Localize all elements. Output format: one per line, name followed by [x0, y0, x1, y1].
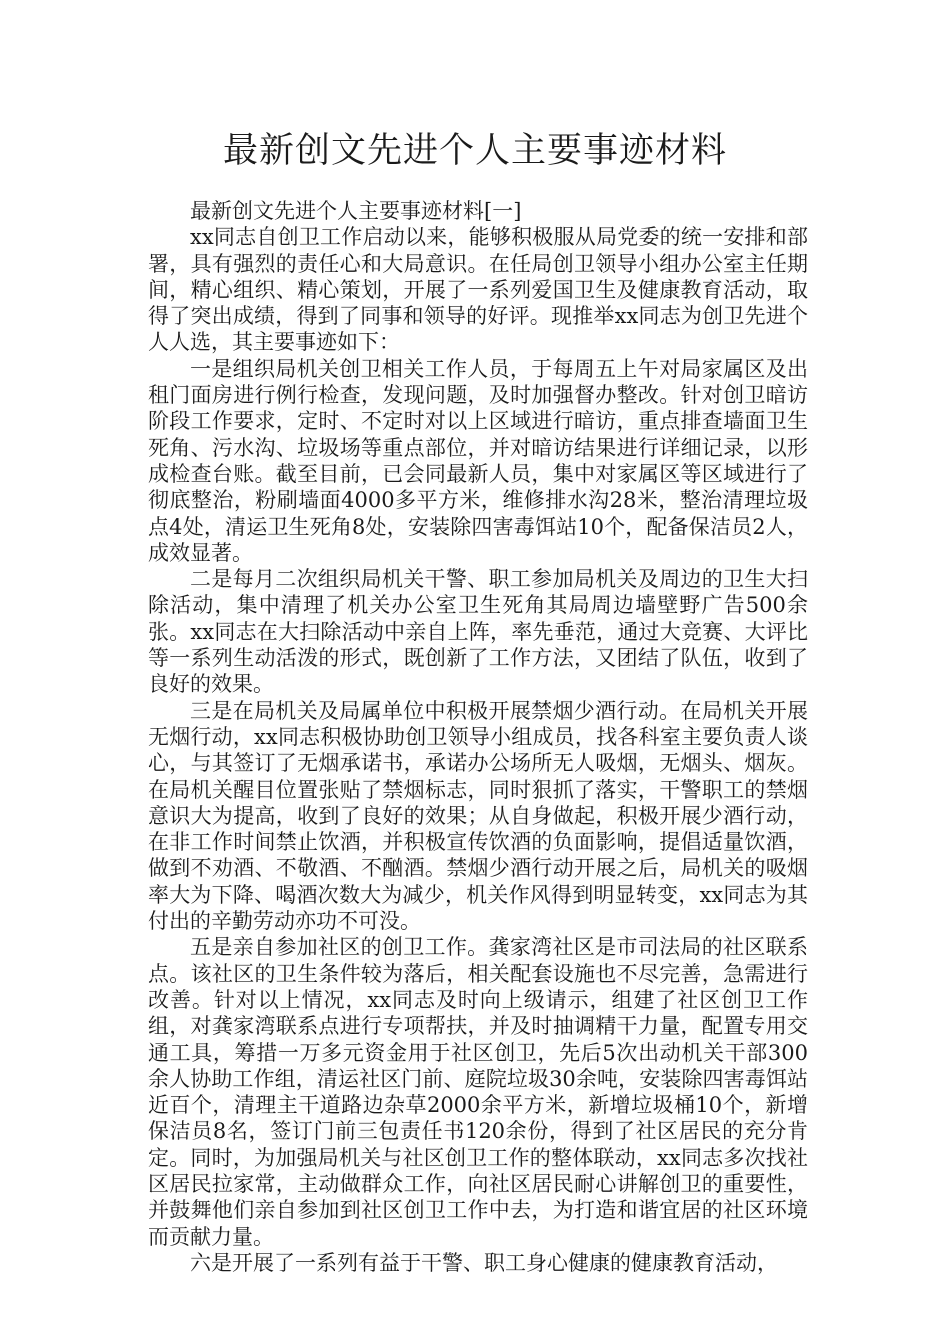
paragraph-item-5: 五是亲自参加社区的创卫工作。龚家湾社区是市司法局的社区联系点。该社区的卫生条件较为落后，相关配套设施也不尽完善，急需进行改善。针对以上情况，xx同志及时向上级请示，组建了社区创卫工作组，对龚家湾联系点进行专项帮扶，并及时抽调精干力量，配置专用交通工具，筹措一万多元资金用于社区创卫，先后5次出动机关干部300余人协助工作组，清运社区门前、庭院垃圾30余吨，安装除四害毒饵站近百个，清理主干道路边杂草2000余平方米，新增垃圾桶10个，新增保洁员8名，签订门前三包责任书120余份，得到了社区居民的充分肯定。同时，为加强局机关与社区创卫工作的整体联动，xx同志多次找社区居民拉家常，主动做群众工作，向社区居民耐心讲解创卫的重要性，并鼓舞他们亲自参加到社区创卫工作中去，为打造和谐宜居的社区环境而贡献力量。: [148, 935, 808, 1249]
paragraph-item-3: 三是在局机关及局属单位中积极开展禁烟少酒行动。在局机关开展无烟行动，xx同志积极协助创卫领导小组成员，找各科室主要负责人谈心，与其签订了无烟承诺书，承诺办公场所无人吸烟，无烟头、烟灰。在局机关醒目位置张贴了禁烟标志，同时狠抓了落实，干警职工的禁烟意识大为提高，收到了良好的效果；从自身做起，积极开展少酒行动，在非工作时间禁止饮酒，并积极宣传饮酒的负面影响，提倡适量饮酒，做到不劝酒、不敬酒、不酗酒。禁烟少酒行动开展之后，局机关的吸烟率大为下降、喝酒次数大为减少，机关作风得到明显转变，xx同志为其付出的辛勤劳动亦功不可没。: [148, 698, 808, 934]
intro-paragraph: xx同志自创卫工作启动以来，能够积极服从局党委的统一安排和部署，具有强烈的责任心和大局意识。在任局创卫领导小组办公室主任期间，精心组织、精心策划，开展了一系列爱国卫生及健康教育活动，取得了突出成绩，得到了同事和领导的好评。现推举xx同志为创卫先进个人人选，其主要事迹如下：: [148, 225, 808, 355]
subtitle-paragraph: 最新创文先进个人主要事迹材料[一]: [190, 199, 522, 223]
paragraph-item-6: 六是开展了一系列有益于干警、职工身心健康的健康教育活动，: [190, 1250, 778, 1275]
paragraph-item-1: 一是组织局机关创卫相关工作人员，于每周五上午对局家属区及出租门面房进行例行检查，发现问题，及时加强督办整改。针对创卫暗访阶段工作要求，定时、不定时对以上区域进行暗访，重点排查墙面卫生死角、污水沟、垃圾场等重点部位，并对暗访结果进行详细记录，以形成检查台账。截至目前，已会同最新人员，集中对家属区等区域进行了彻底整治，粉刷墙面4000多平方米，维修排水沟28米，整治清理垃圾点4处，清运卫生死角8处，安装除四害毒饵站10个，配备保洁员2人，成效显著。: [148, 356, 808, 565]
paragraph-item-2: 二是每月二次组织局机关干警、职工参加局机关及周边的卫生大扫除活动，集中清理了机关办公室卫生死角其局周边墙壁野广告500余张。xx同志在大扫除活动中亲自上阵，率先垂范，通过大竞赛、大评比等一系列生动活泼的形式，既创新了工作方法，又团结了队伍，收到了良好的效果。: [148, 567, 808, 697]
document-title: 最新创文先进个人主要事迹材料: [222, 131, 727, 171]
document-body: [148, 198, 808, 1276]
